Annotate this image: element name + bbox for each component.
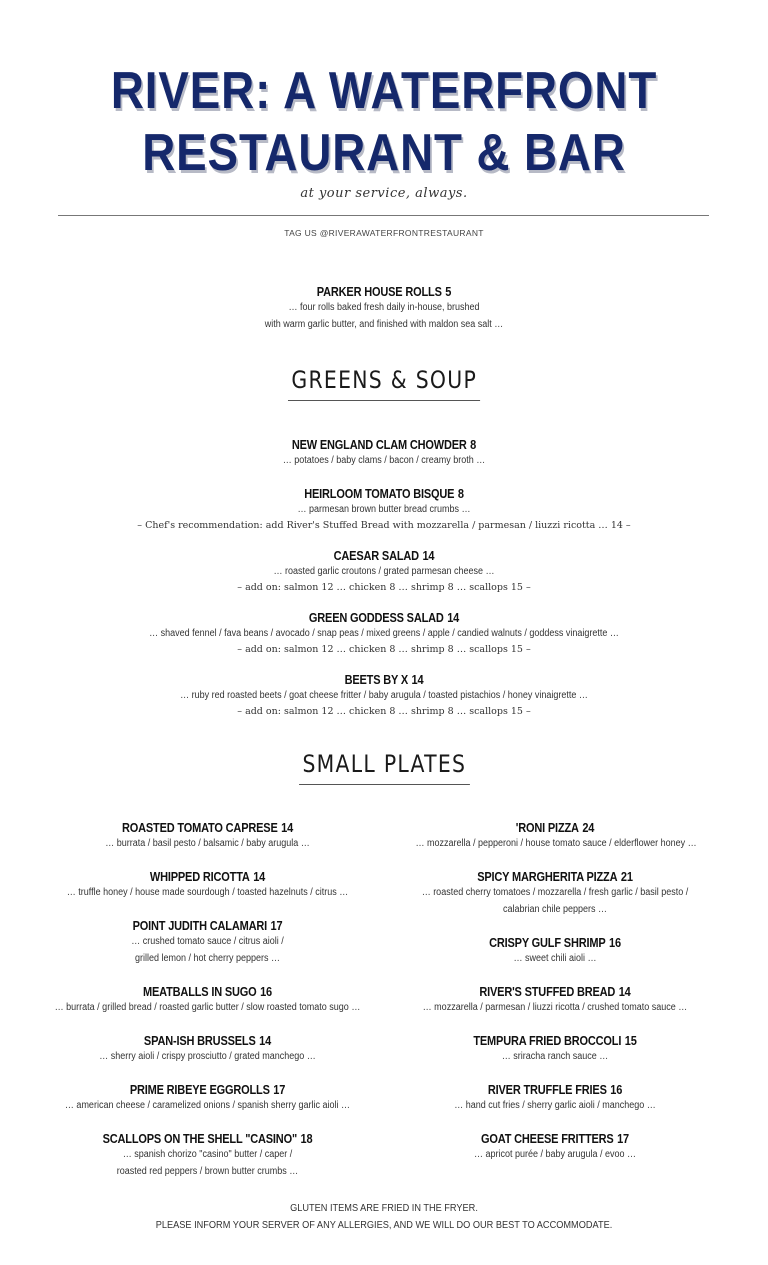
menu-item-eggrolls xyxy=(30,1083,385,1114)
menu-item-whipped-ricotta xyxy=(30,870,385,901)
item-name: MEATBALLS IN SUGO xyxy=(143,985,257,999)
item-price: 5 xyxy=(445,285,452,299)
item-note: – add on: salmon 12 … chicken 8 … shrimp 8 … scallops 15 – xyxy=(237,706,531,717)
item-description: … parmesan brown butter bread crumbs … xyxy=(297,504,471,515)
item-price: 14 xyxy=(259,1034,272,1048)
item-description: … crushed tomato sauce / citrus aioli / xyxy=(131,936,284,947)
item-description: … roasted garlic croutons / grated parmesan cheese … xyxy=(273,566,495,577)
item-price: 8 xyxy=(457,487,464,501)
item-description: roasted red peppers / brown butter crumbs … xyxy=(116,1166,299,1177)
item-price: 14 xyxy=(447,611,460,625)
footer-line-1: GLUTEN ITEMS ARE FRIED IN THE FRYER. xyxy=(290,1203,478,1214)
item-name: RIVER TRUFFLE FRIES xyxy=(487,1083,607,1097)
item-note: – Chef's recommendation: add River's Stuffed Bread with mozzarella / parmesan / liuzzi ricotta … 14 – xyxy=(137,520,631,531)
item-name: PRIME RIBEYE EGGROLLS xyxy=(129,1083,270,1097)
item-price: 17 xyxy=(617,1132,629,1146)
item-price: 16 xyxy=(260,985,272,999)
menu-item-stuffed-bread xyxy=(400,985,710,1016)
menu-item-scallops xyxy=(30,1132,385,1180)
item-name: CRISPY GULF SHRIMP xyxy=(489,936,606,950)
item-name: SPICY MARGHERITA PIZZA xyxy=(477,870,618,884)
menu-item-roni-pizza xyxy=(400,821,710,852)
header-divider xyxy=(58,215,709,216)
section-title-greens-soup: GREENS & SOUP xyxy=(0,366,768,401)
item-price: 14 xyxy=(411,673,424,687)
menu-item-calamari xyxy=(30,919,385,967)
menu-item-goat-cheese-fritters xyxy=(400,1132,710,1163)
menu-item-tomato-caprese xyxy=(30,821,385,852)
item-description: grilled lemon / hot cherry peppers … xyxy=(134,953,281,964)
item-name: BEETS BY X xyxy=(344,673,409,687)
item-name: SPAN-ISH BRUSSELS xyxy=(143,1034,256,1048)
item-name: GOAT CHEESE FRITTERS xyxy=(481,1132,614,1146)
item-name: CAESAR SALAD xyxy=(333,549,419,563)
item-name: TEMPURA FRIED BROCCOLI xyxy=(473,1034,622,1048)
item-price: 14 xyxy=(281,821,294,835)
item-description: … burrata / grilled bread / roasted garlic butter / slow roasted tomato sugo … xyxy=(54,1002,361,1013)
item-price: 15 xyxy=(624,1034,637,1048)
item-price: 14 xyxy=(422,549,435,563)
menu-item-gulf-shrimp xyxy=(400,936,710,967)
item-price: 16 xyxy=(610,1083,623,1097)
item-name: PARKER HOUSE ROLLS xyxy=(316,285,442,299)
item-name: 'RONI PIZZA xyxy=(515,821,579,835)
item-name: POINT JUDITH CALAMARI xyxy=(132,919,267,933)
item-name: NEW ENGLAND CLAM CHOWDER xyxy=(291,438,467,452)
item-price: 18 xyxy=(300,1132,313,1146)
item-description: … roasted cherry tomatoes / mozzarella / fresh garlic / basil pesto / xyxy=(421,887,689,898)
item-description: calabrian chile peppers … xyxy=(502,904,608,915)
item-name: HEIRLOOM TOMATO BISQUE xyxy=(304,487,455,501)
menu-item-tempura-broccoli xyxy=(400,1034,710,1065)
menu-item-parker-house-rolls xyxy=(0,285,768,333)
item-description: … mozzarella / pepperoni / house tomato sauce / elderflower honey … xyxy=(415,838,697,849)
item-price: 24 xyxy=(582,821,595,835)
menu-item-tomato-bisque xyxy=(0,487,768,534)
item-description: … truffle honey / house made sourdough / toasted hazelnuts / citrus … xyxy=(66,887,349,898)
item-description: … sweet chili aioli … xyxy=(513,953,597,964)
menu-item-beets-by-x xyxy=(0,673,768,720)
menu-item-margherita-pizza xyxy=(400,870,710,918)
item-description: … sriracha ranch sauce … xyxy=(501,1051,609,1062)
section-title-small-plates: SMALL PLATES xyxy=(0,750,768,785)
item-note: – add on: salmon 12 … chicken 8 … shrimp 8 … scallops 15 – xyxy=(237,582,531,593)
item-description: … hand cut fries / sherry garlic aioli / manchego … xyxy=(454,1100,656,1111)
item-price: 16 xyxy=(609,936,621,950)
footer-line-2: PLEASE INFORM YOUR SERVER OF ANY ALLERGIES, AND WE WILL DO OUR BEST TO ACCOMMODATE. xyxy=(155,1220,613,1231)
item-name: WHIPPED RICOTTA xyxy=(149,870,250,884)
item-name: ROASTED TOMATO CAPRESE xyxy=(121,821,278,835)
item-description: … potatoes / baby clams / bacon / creamy broth … xyxy=(282,455,486,466)
item-description: … sherry aioli / crispy prosciutto / grated manchego … xyxy=(99,1051,316,1062)
item-name: RIVER'S STUFFED BREAD xyxy=(479,985,616,999)
menu-item-meatballs xyxy=(30,985,385,1016)
restaurant-title-line-1: RIVER: A WATERFRONT xyxy=(110,62,658,120)
menu-item-brussels xyxy=(30,1034,385,1065)
menu-header xyxy=(0,60,768,201)
item-description: … burrata / basil pesto / balsamic / baby arugula … xyxy=(105,838,310,849)
item-note: – add on: salmon 12 … chicken 8 … shrimp 8 … scallops 15 – xyxy=(237,644,531,655)
item-description: … four rolls baked fresh daily in-house, brushed xyxy=(288,302,480,313)
restaurant-title-line-2: RESTAURANT & BAR xyxy=(142,124,626,182)
tagline: at your service, always. xyxy=(300,186,468,201)
item-description: … spanish chorizo "casino" butter / caper / xyxy=(122,1149,293,1160)
item-description: … american cheese / caramelized onions / spanish sherry garlic aioli … xyxy=(64,1100,351,1111)
item-description: with warm garlic butter, and finished with maldon sea salt … xyxy=(264,319,504,330)
social-tag: TAG US @RIVERAWATERFRONTRESTAURANT xyxy=(284,228,484,238)
item-description: … shaved fennel / fava beans / avocado / snap peas / mixed greens / apple / candied walnuts / goddess vinaigrette … xyxy=(149,628,619,639)
item-name: GREEN GODDESS SALAD xyxy=(308,611,444,625)
item-price: 14 xyxy=(618,985,631,999)
item-price: 17 xyxy=(270,919,283,933)
allergy-footer xyxy=(31,1200,738,1234)
item-price: 17 xyxy=(273,1083,286,1097)
menu-item-truffle-fries xyxy=(400,1083,710,1114)
item-price: 21 xyxy=(620,870,633,884)
menu-item-caesar-salad xyxy=(0,549,768,596)
menu-item-green-goddess-salad xyxy=(0,611,768,658)
item-name: SCALLOPS ON THE SHELL "CASINO" xyxy=(102,1132,297,1146)
item-price: 14 xyxy=(253,870,266,884)
item-price: 8 xyxy=(470,438,477,452)
menu-item-clam-chowder xyxy=(0,438,768,469)
item-description: … mozzarella / parmesan / liuzzi ricotta / crushed tomato sauce … xyxy=(422,1002,688,1013)
item-description: … apricot purée / baby arugula / evoo … xyxy=(473,1149,637,1160)
item-description: … ruby red roasted beets / goat cheese fritter / baby arugula / toasted pistachios / honey vinaigrette … xyxy=(180,690,588,701)
